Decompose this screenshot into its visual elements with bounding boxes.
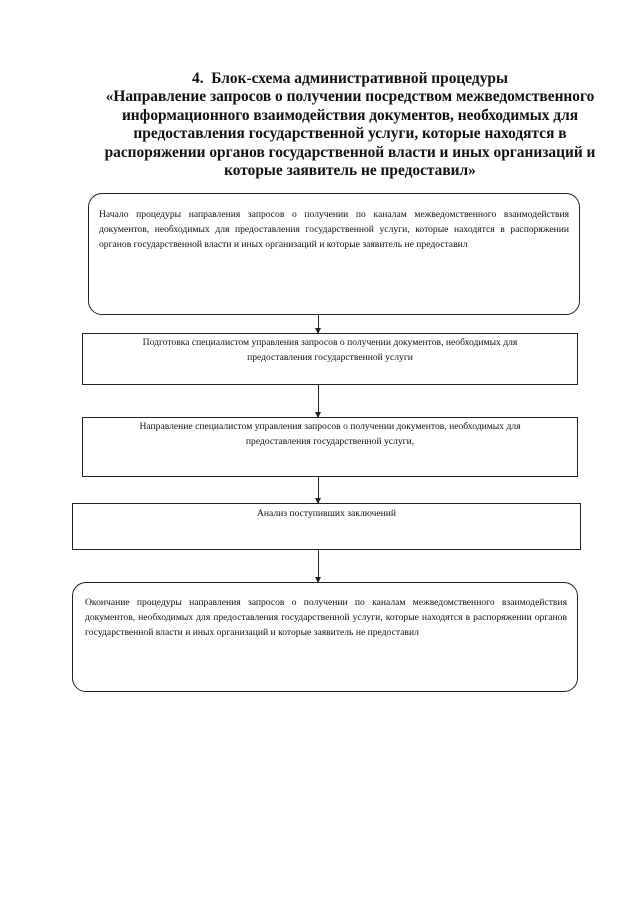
arrow-connector: [318, 477, 319, 503]
title-line-1: [100, 70, 600, 88]
flow-step-analyze: [72, 503, 581, 550]
step-text: Окончание процедуры направления запросов о получении по каналам межведомственного взаимодействия документов, необходимых для предоставления государственной услуги, которые находятся в распоряжении органов государственной власти и иных организаций и которые заявитель не предоставил: [85, 597, 567, 638]
arrow-connector: [318, 385, 319, 417]
flow-step-send: [82, 417, 578, 477]
flow-step-end: [72, 582, 578, 692]
arrow-connector: [318, 315, 319, 333]
step-text: Подготовка специалистом управления запросов о получении документов, необходимых для предоставления государственной услуги: [142, 337, 518, 363]
step-text: Направление специалистом управления запросов о получении документов, необходимых для предоставления государственной услуги,: [139, 421, 521, 447]
document-title: [100, 70, 600, 180]
section-number: 4.: [192, 70, 204, 87]
flow-step-start: [88, 193, 580, 315]
title-heading: Блок-схема административной процедуры: [211, 70, 508, 87]
title-procedure-name: «Направление запросов о получении посредством межведомственного информационного взаимодействия документов, необходимых для предоставления государственной услуги, которые находятся в распоряжении органов государственной власти и иных организаций и которые заявитель не предоставил»: [104, 88, 596, 180]
flow-step-prepare: [82, 333, 578, 385]
step-text: Анализ поступивших заключений: [256, 508, 397, 519]
arrow-connector: [318, 550, 319, 582]
step-text: Начало процедуры направления запросов о получении по каналам межведомственного взаимодействия документов, необходимых для предоставления государственной услуги, которые находятся в распоряжении органов государственной власти и иных организаций и которые заявитель не предоставил: [99, 209, 569, 250]
